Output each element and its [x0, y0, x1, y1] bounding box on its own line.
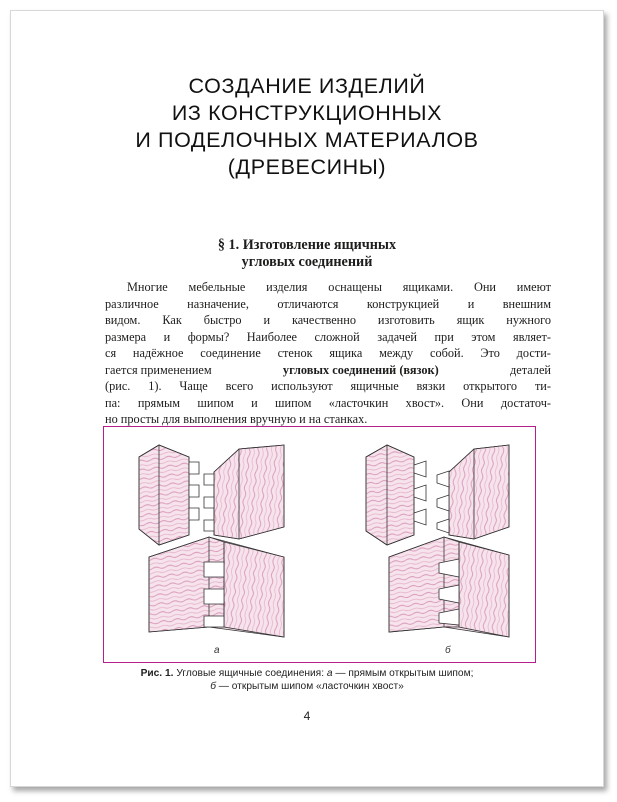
body-paragraph: [105, 279, 551, 428]
paragraph-line: (рис. 1). Чаще всего используют ящичные вязки открытого ти-: [105, 379, 551, 393]
straight-joint-separated-right-piece: [204, 445, 284, 539]
caption-text: — открытым шипом «ласточкин хвост»: [218, 681, 404, 692]
paragraph-line: но просты для выполнения вручную и на станках.: [105, 412, 368, 426]
dovetail-joint-separated-left-piece: [366, 445, 426, 545]
joint-illustrations: [104, 427, 537, 664]
straight-joint-separated-left-piece: [139, 445, 199, 545]
caption-title: Рис. 1.: [140, 668, 174, 679]
caption-line-1: [11, 667, 603, 680]
chapter-title-line: ИЗ КОНСТРУКЦИОННЫХ: [171, 101, 443, 125]
caption-text: — прямым открытым шипом;: [335, 668, 474, 679]
caption-line-2: [11, 680, 603, 693]
chapter-title-line: (ДРЕВЕСИНЫ): [227, 155, 387, 179]
paragraph-line: размера и формы? Наиболее сложной задачей при этом являет-: [105, 329, 551, 344]
text-fragment: деталей: [510, 362, 551, 377]
paragraph-line: различное назначение, отличаются конструкцией и внешним: [105, 296, 551, 311]
paragraph-line: видом. Как быстро и качественно изготовить ящик нужного: [105, 313, 551, 327]
book-page: [10, 10, 604, 787]
chapter-title-line: СОЗДАНИЕ ИЗДЕЛИЙ: [188, 74, 426, 98]
chapter-title-line: И ПОДЕЛОЧНЫХ МАТЕРИАЛОВ: [135, 128, 479, 152]
dovetail-joint-separated-right-piece: [437, 445, 509, 539]
caption-letter-a: а: [326, 668, 333, 679]
straight-joint-assembled: [149, 537, 284, 637]
paragraph-line: Многие мебельные изделия оснащены ящиками. Они имеют: [127, 280, 551, 294]
page-number: 4: [303, 709, 311, 723]
dovetail-joint-assembled: [389, 537, 509, 637]
section-title-line: угловых соединений: [241, 254, 373, 270]
section-title-line: § 1. Изготовление ящичных: [217, 237, 397, 253]
paragraph-line-with-term: [105, 362, 551, 379]
paragraph-line: ся надёжное соединение стенок ящика между собой. Это дости-: [105, 346, 551, 360]
figure-label-b: б: [445, 645, 451, 656]
paragraph-line: па: прямым шипом и шипом «ласточкин хвост». Они достаточ-: [105, 395, 551, 410]
figure-frame: [103, 426, 536, 663]
caption-text: Угловые ящичные соединения:: [176, 668, 325, 679]
caption-letter-b: б: [210, 681, 216, 692]
section-title: [11, 237, 603, 271]
chapter-title: [11, 73, 603, 181]
text-fragment: гается применением: [105, 362, 212, 377]
figure-label-a: а: [214, 645, 220, 656]
figure-caption: [11, 667, 603, 693]
key-term: угловых соединений (вязок): [282, 362, 439, 377]
